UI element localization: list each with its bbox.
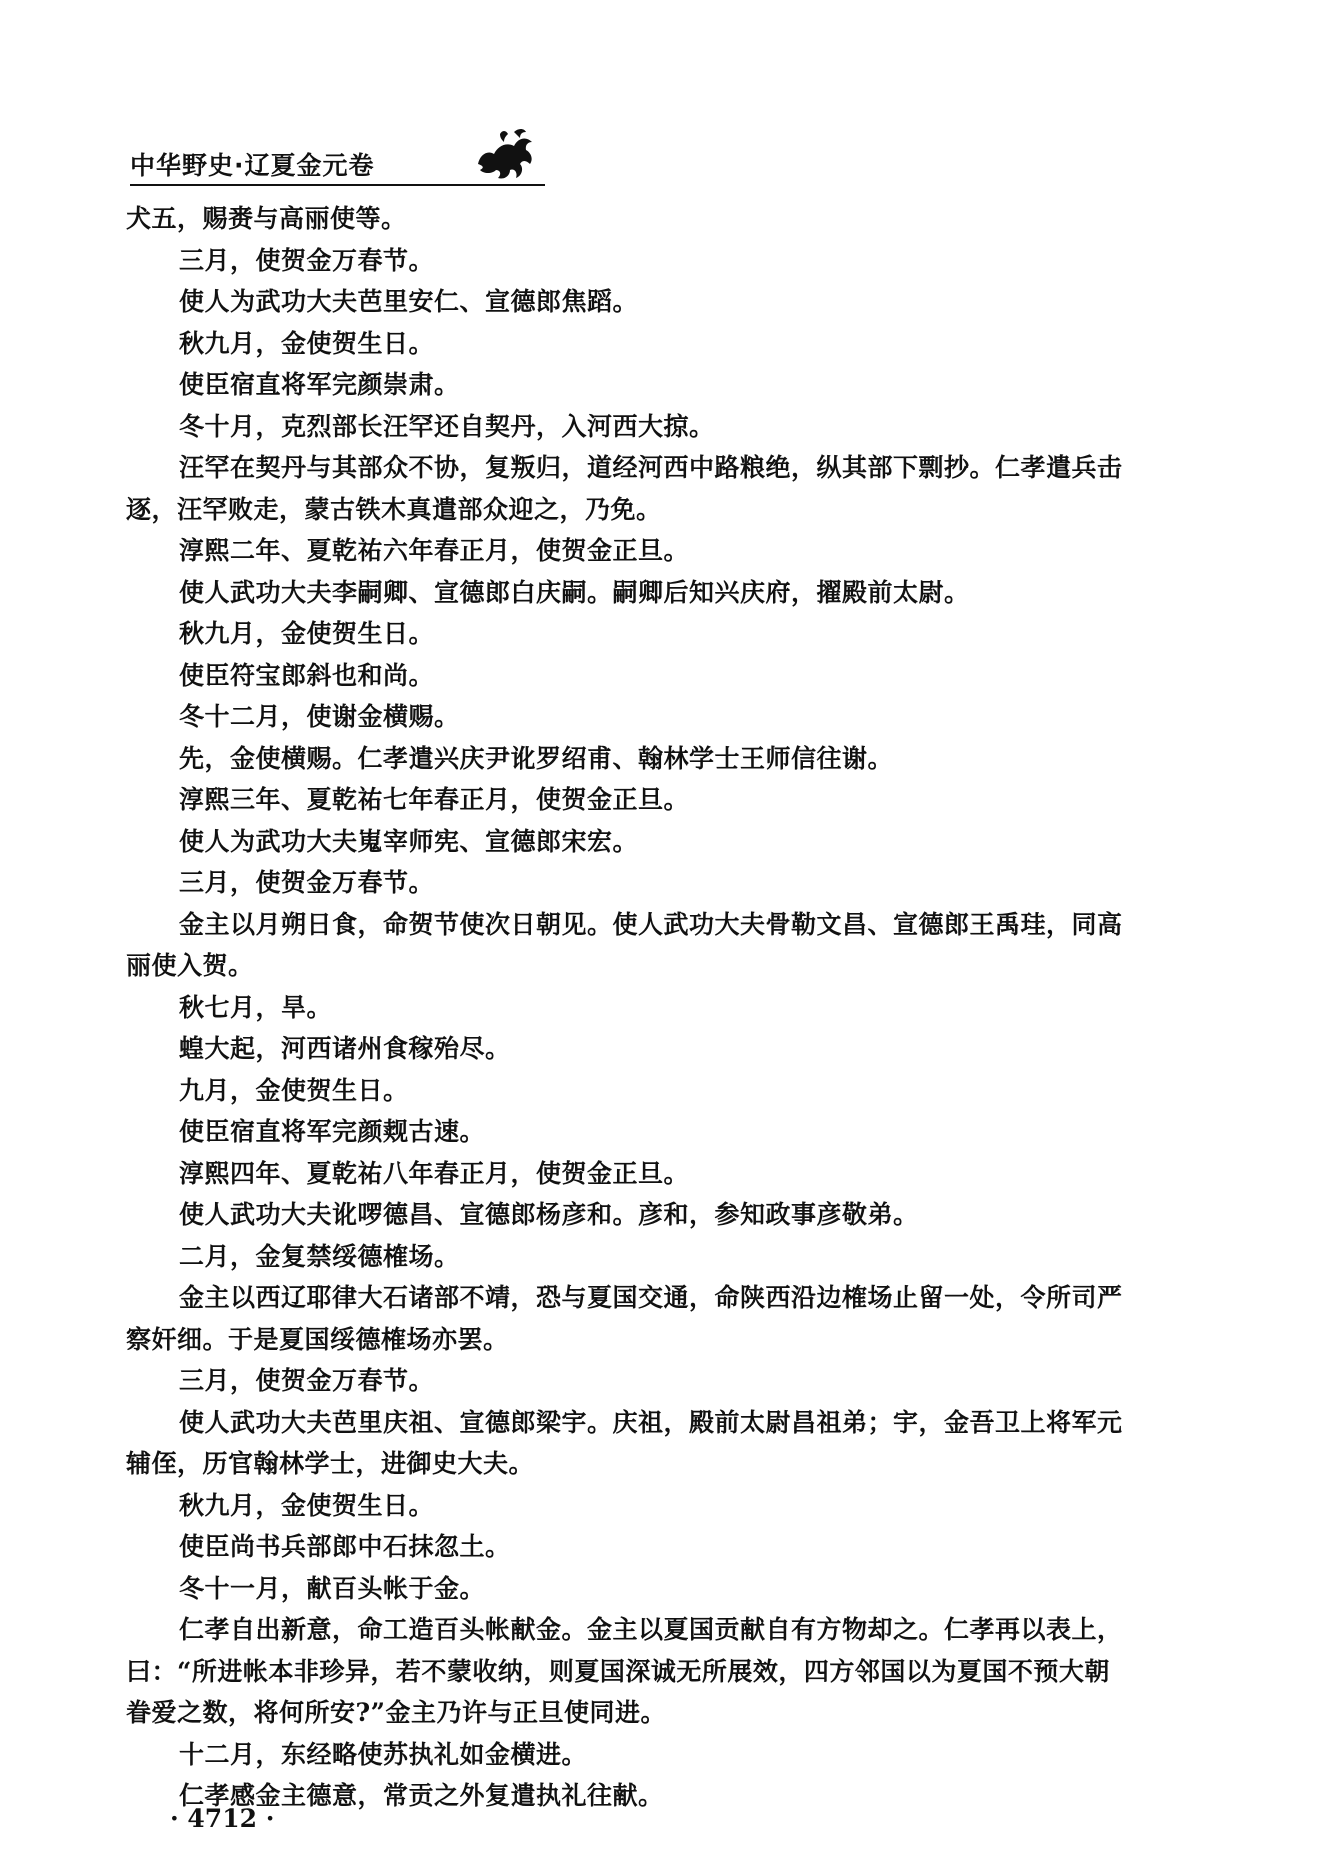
text-line: 眷爱之数，将何所安?”金主乃许与正旦使同进。 xyxy=(126,1698,667,1727)
text-line: 使臣宿直将军完颜崇肃。 xyxy=(179,370,460,399)
body-text xyxy=(126,198,1226,1817)
text-line: 十二月，东经略使苏执礼如金横进。 xyxy=(179,1739,588,1769)
text-line: 冬十二月，使谢金横赐。 xyxy=(179,702,460,731)
text-line: 金主以月朔日食，命贺节使次日朝见。使人武功大夫骨勒文昌、宣德郎王禹珪，同高 xyxy=(179,909,1123,939)
header-rule xyxy=(130,184,545,186)
text-line: 汪罕在契丹与其部众不协，复叛归，道经河西中路粮绝，纵其部下剽抄。仁孝遣兵击 xyxy=(179,453,1123,482)
text-line: 辅侄，历官翰林学士，进御史大夫。 xyxy=(126,1449,535,1478)
text-line: 丽使入贺。 xyxy=(126,951,254,980)
running-header xyxy=(130,138,545,190)
text-line: 淳熙二年、夏乾祐六年春正月，使贺金正旦。 xyxy=(179,536,690,565)
page-number: · 4712 · xyxy=(170,1804,275,1833)
text-line: 秋九月，金使贺生日。 xyxy=(179,619,435,648)
text-line: 秋九月，金使贺生日。 xyxy=(179,1490,435,1520)
text-line: 淳熙三年、夏乾祐七年春正月，使贺金正旦。 xyxy=(179,785,690,814)
text-line: 二月，金复禁绥德榷场。 xyxy=(179,1241,460,1271)
text-line: 淳熙四年、夏乾祐八年春正月，使贺金正旦。 xyxy=(179,1158,690,1188)
book-title: 中华野史·辽夏金元卷 xyxy=(130,151,375,180)
text-line: 三月，使贺金万春节。 xyxy=(179,245,435,275)
text-line: 使臣宿直将军完颜觌古速。 xyxy=(179,1117,486,1146)
text-line: 察奸细。于是夏国绥德榷场亦罢。 xyxy=(126,1324,509,1354)
text-line: 使人武功大夫芭里庆祖、宣德郎梁宇。庆祖，殿前太尉昌祖弟；宇，金吾卫上将军元 xyxy=(179,1407,1123,1437)
text-line: 三月，使贺金万春节。 xyxy=(179,1366,435,1395)
text-line: 使人为武功大夫嵬宰师宪、宣德郎宋宏。 xyxy=(179,826,639,856)
text-line: 冬十一月，献百头帐于金。 xyxy=(179,1573,486,1603)
text-line: 逐，汪罕败走，蒙古铁木真遣部众迎之，乃免。 xyxy=(126,494,662,524)
text-line: 金主以西辽耶律大石诸部不靖，恐与夏国交通，命陕西沿边榷场止留一处，令所司严 xyxy=(179,1283,1123,1312)
text-line: 先，金使横赐。仁孝遣兴庆尹讹罗绍甫、翰林学士王师信往谢。 xyxy=(179,743,894,773)
text-line: 秋九月，金使贺生日。 xyxy=(179,328,435,358)
dragon-emblem-icon xyxy=(470,124,540,186)
text-line: 曰：“所进帐本非珍异，若不蒙收纳，则夏国深诚无所展效，四方邻国以为夏国不预大朝 xyxy=(126,1656,1110,1686)
text-line: 蝗大起，河西诸州食稼殆尽。 xyxy=(179,1034,511,1063)
text-line: 仁孝感金主德意，常贡之外复遣执礼往献。 xyxy=(179,1781,664,1810)
text-line: 使人武功大夫李嗣卿、宣德郎白庆嗣。嗣卿后知兴庆府，擢殿前太尉。 xyxy=(179,577,970,607)
text-line: 犬五，赐赉与高丽使等。 xyxy=(126,204,407,233)
text-line: 使臣尚书兵部郎中石抹忽土。 xyxy=(179,1532,511,1561)
text-line: 使臣符宝郎斜也和尚。 xyxy=(179,660,435,690)
text-line: 九月，金使贺生日。 xyxy=(179,1075,409,1105)
text-line: 使人武功大夫讹啰德昌、宣德郎杨彦和。彦和，参知政事彦敬弟。 xyxy=(179,1200,919,1229)
text-line: 冬十月，克烈部长汪罕还自契丹，入河西大掠。 xyxy=(179,411,715,441)
text-line: 秋七月，旱。 xyxy=(179,992,333,1022)
text-line: 仁孝自出新意，命工造百头帐献金。金主以夏国贡献自有方物却之。仁孝再以表上， xyxy=(179,1615,1123,1644)
text-line: 使人为武功大夫芭里安仁、宣德郎焦蹈。 xyxy=(179,287,639,316)
text-line: 三月，使贺金万春节。 xyxy=(179,868,435,897)
